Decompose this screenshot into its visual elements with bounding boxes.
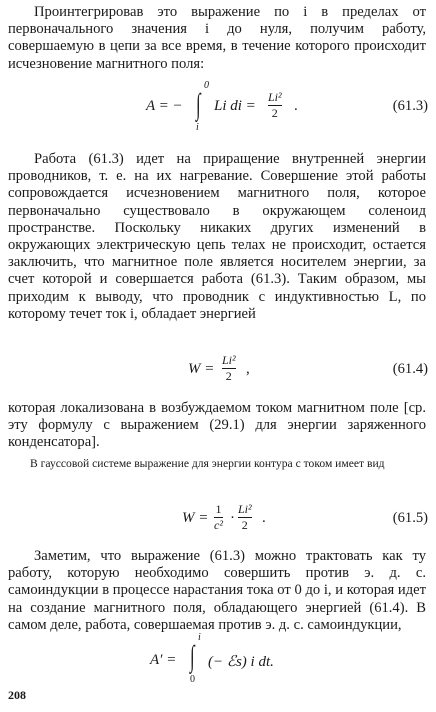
- paragraph-3: которая локализована в возбуждаемом током магнитном поле [ср. эту формулу с выражением (29.1) для энергии заряженного конденсатора].: [8, 400, 426, 451]
- equation-61-4: [0, 341, 436, 401]
- eq1-lower-limit: i: [196, 122, 199, 133]
- eq3-numerator-2: Li²: [238, 502, 252, 516]
- eq3-lhs: W =: [182, 510, 209, 526]
- eq2-numerator: Li²: [222, 353, 236, 367]
- equation-61-3: [0, 78, 436, 138]
- eq3-number: (61.5): [392, 510, 428, 526]
- eq2-fraction: [222, 354, 236, 383]
- eq4-lhs: A′ =: [150, 652, 177, 668]
- eq2-tail: ,: [246, 361, 250, 377]
- eq2-number: (61.4): [392, 361, 428, 377]
- integral-sign: ∫: [190, 640, 195, 673]
- eq1-tail: .: [294, 98, 298, 114]
- eq3-denominator-1: c²: [214, 518, 223, 532]
- eq1-denominator: 2: [271, 106, 278, 120]
- eq1-lhs: A = −: [146, 98, 183, 114]
- eq4-upper-limit: i: [198, 632, 201, 643]
- eq3-dot: ·: [230, 510, 235, 526]
- eq3-fraction-1: [214, 503, 223, 532]
- eq1-numerator: Li²: [268, 90, 282, 104]
- eq2-lhs: W =: [188, 361, 215, 377]
- eq3-fraction-2: [238, 503, 252, 532]
- eq4-lower-limit: 0: [190, 674, 195, 685]
- page-number: 208: [8, 688, 26, 702]
- equation-61-5: [0, 490, 436, 550]
- eq3-tail: .: [262, 510, 266, 526]
- equation-work-against-emf: [0, 634, 436, 686]
- eq3-numerator-1: 1: [215, 502, 222, 516]
- eq1-fraction: [268, 91, 282, 120]
- paragraph-1: Проинтегрировав это выражение по i в пределах от первоначального значения i до нуля, получим работу, совершаемую в цепи за все время, в течение которого происходит исчезновение магнитного поля:: [8, 4, 426, 72]
- gauss-note: В гауссовой системе выражение для энергии контура с током имеет вид: [30, 457, 385, 470]
- eq1-integrand: Li di =: [214, 98, 256, 114]
- integral-sign: ∫: [196, 88, 201, 121]
- eq1-upper-limit: 0: [204, 80, 209, 91]
- paragraph-4: Заметим, что выражение (61.3) можно трактовать как ту работу, которую необходимо совершить против э. д. с. самоиндукции в процессе нарастания тока от 0 до i, и которая идет на создание магнитного поля, обладающего энергией (61.4). В самом деле, работа, совершаемая против э. д. с. самоиндукции,: [8, 548, 426, 633]
- eq2-denominator: 2: [225, 369, 232, 383]
- eq1-number: (61.3): [392, 98, 428, 114]
- eq4-integrand: (− ℰs) i dt.: [208, 654, 274, 670]
- eq3-denominator-2: 2: [241, 518, 248, 532]
- paragraph-2: Работа (61.3) идет на приращение внутренней энергии проводников, т. е. на их нагревание. Совершение этой работы сопровождается исчезновением магнитного поля, которое первоначально существовало в окружающем соленоид пространстве. Поскольку никаких других изменений в окружающих электрическую цепь телах не происходит, остается заключить, что магнитное поле является носителем энергии, за счет которой и совершается работа (61.3). Таким образом, мы приходим к выводу, что проводник с индуктивностью L, по которому течет ток i, обладает энергией: [8, 151, 426, 322]
